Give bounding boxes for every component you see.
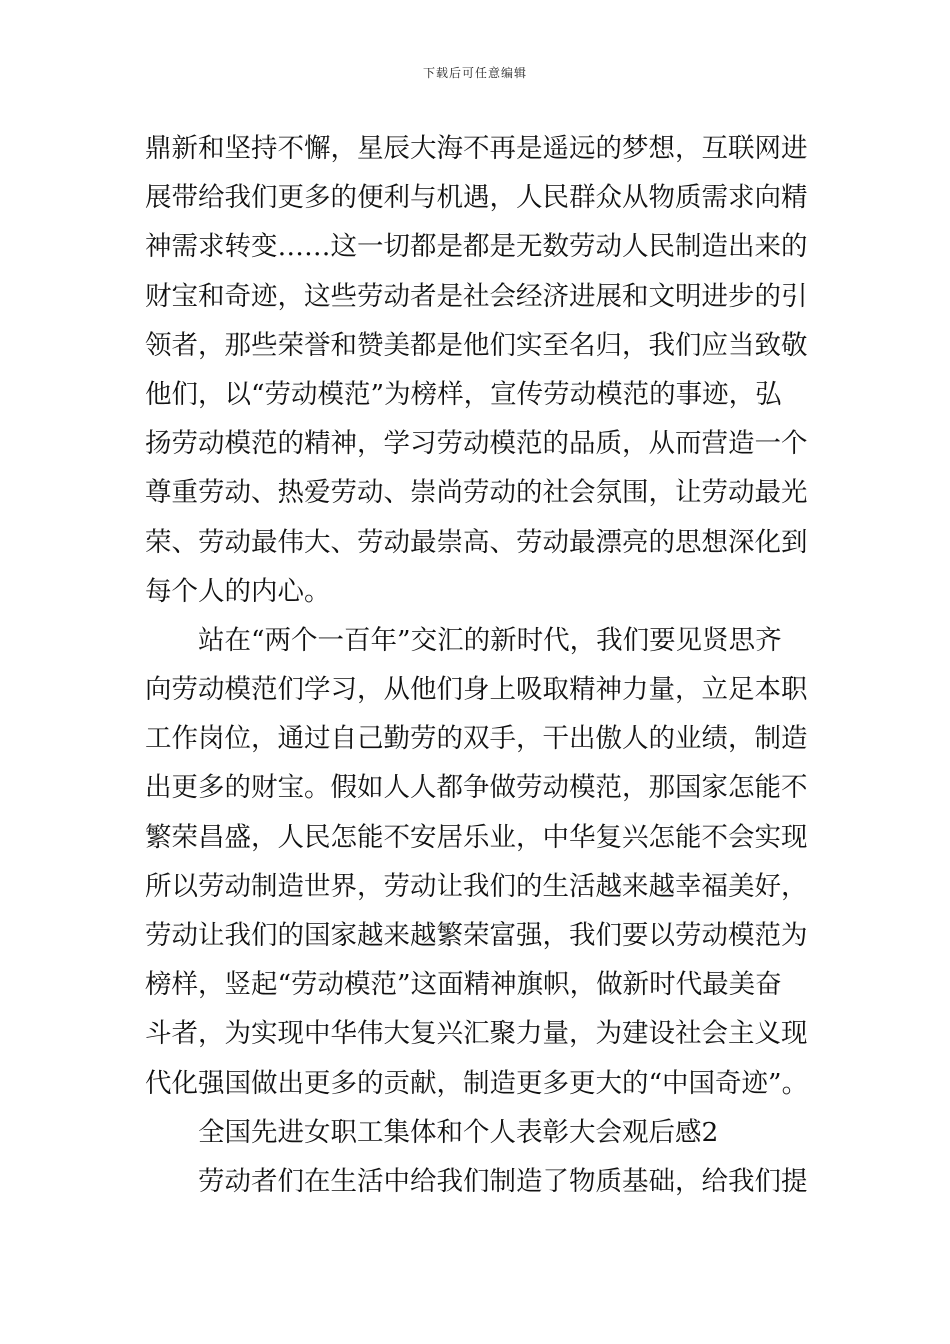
text-line: 财宝和奇迹，这些劳动者是社会经济进展和文明进步的引 bbox=[145, 280, 808, 312]
text-line: 斗者，为实现中华伟大复兴汇聚力量，为建设社会主义现 bbox=[145, 1018, 808, 1050]
heading-line: 全国先进女职工集体和个人表彰大会观后感2 bbox=[198, 1116, 719, 1148]
page-header: 下载后可任意编辑 bbox=[422, 66, 527, 80]
text-line: 领者，那些荣誉和赞美都是他们实至名归，我们应当致敬 bbox=[145, 329, 808, 361]
text-line: 每个人的内心。 bbox=[145, 575, 331, 607]
text-line: 榜样，竖起“劳动模范”这面精神旗帜，做新时代最美奋 bbox=[145, 969, 782, 1001]
text-line: 扬劳动模范的精神，学习劳动模范的品质，从而营造一个 bbox=[145, 428, 808, 460]
text-line: 鼎新和坚持不懈，星辰大海不再是遥远的梦想，互联网进 bbox=[145, 133, 808, 164]
text-line: 劳动让我们的国家越来越繁荣富强，我们要以劳动模范为 bbox=[145, 920, 808, 951]
text-line: 劳动者们在生活中给我们制造了物质基础，给我们提 bbox=[198, 1165, 808, 1197]
text-line: 神需求转变……这一切都是都是无数劳动人民制造出来的 bbox=[145, 231, 808, 263]
document-body bbox=[145, 124, 807, 1206]
text-line: 站在“两个一百年”交汇的新时代，我们要见贤思齐 bbox=[198, 624, 782, 656]
text-line: 所以劳动制造世界，劳动让我们的生活越来越幸福美好， bbox=[145, 870, 808, 902]
section-heading bbox=[145, 1108, 807, 1157]
text-line: 展带给我们更多的便利与机遇，人民群众从物质需求向精 bbox=[145, 182, 808, 214]
paragraph bbox=[145, 616, 807, 1108]
paragraph bbox=[145, 124, 807, 616]
text-line: 向劳动模范们学习，从他们身上吸取精神力量，立足本职 bbox=[145, 674, 808, 706]
text-line: 他们，以“劳动模范”为榜样，宣传劳动模范的事迹，弘 bbox=[145, 378, 782, 410]
text-line: 代化强国做出更多的贡献，制造更多更大的“中国奇迹”。 bbox=[145, 1067, 809, 1099]
text-line: 荣、劳动最伟大、劳动最崇高、劳动最漂亮的思想深化到 bbox=[145, 526, 808, 558]
paragraph bbox=[145, 1157, 807, 1206]
text-line: 工作岗位，通过自己勤劳的双手，干出傲人的业绩，制造 bbox=[145, 723, 808, 755]
text-line: 尊重劳动、热爱劳动、崇尚劳动的社会氛围，让劳动最光 bbox=[145, 477, 808, 509]
text-line: 繁荣昌盛，人民怎能不安居乐业，中华复兴怎能不会实现 bbox=[145, 821, 808, 853]
text-line: 出更多的财宝。假如人人都争做劳动模范，那国家怎能不 bbox=[145, 772, 808, 804]
